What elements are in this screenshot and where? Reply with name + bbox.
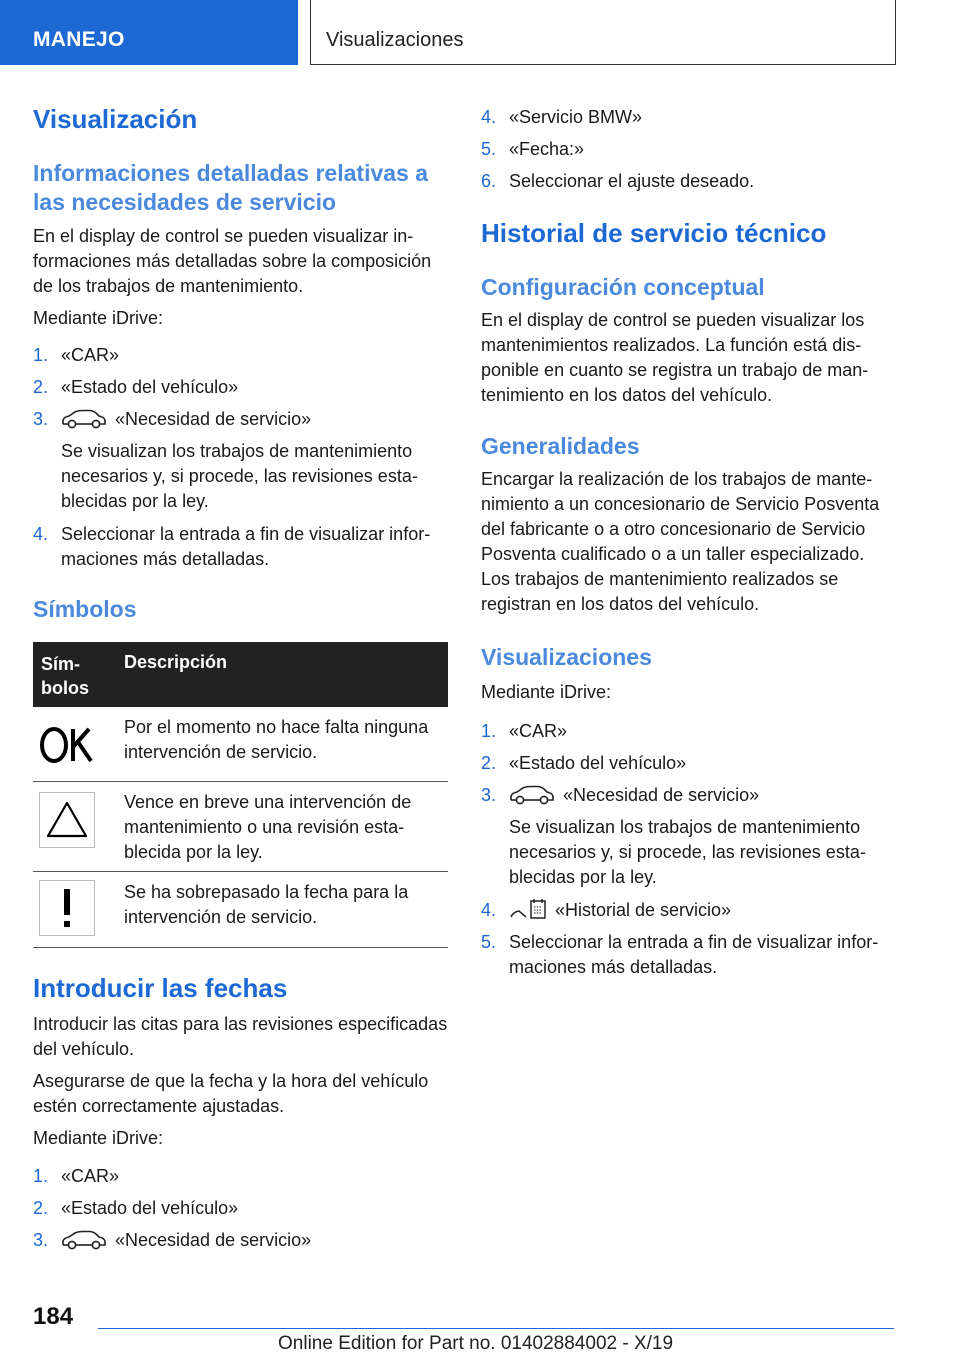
car-service-icon <box>61 409 107 429</box>
heading-historial-servicio: Historial de servicio técnico <box>481 218 827 248</box>
generalidades-paragraph: Encargar la realización de los trabajos de mantenimiento a un concesionario de Servicio Posventa del fabricante o a otro concesionario de Servicio Posventa cualificado o a un taller especializado. Los trabajos de mantenimiento realizados se registran en los datos del vehículo. <box>481 469 880 614</box>
list-item-detail: Se visualizan los trabajos de mantenimiento necesarios y, si procede, las revisiones establecidas por la ley. <box>61 441 418 511</box>
heading-introducir-fechas: Introducir las fechas <box>33 973 288 1003</box>
mediante-idrive: Mediante iDrive: <box>33 308 164 328</box>
table-row: Por el momento no hace falta ninguna intervención de servicio. <box>33 707 448 782</box>
heading-visualizaciones: Visualizaciones <box>481 644 652 670</box>
heading-configuracion-conceptual: Configuración conceptual <box>481 274 765 300</box>
fechas-paragraph-1: Introducir las citas para las revisiones especificadas del vehículo. <box>33 1014 448 1059</box>
config-paragraph: En el display de control se pueden visualizar los mantenimientos realizados. La función está disponible en cuanto se registra un trabajo de mantenimiento en los datos del vehículo. <box>481 310 869 405</box>
chapter-title: Visualizaciones <box>326 29 464 51</box>
page-number: 184 <box>33 1303 74 1330</box>
heading-generalidades: Generalidades <box>481 433 640 459</box>
column-header-symbols: Símbolos <box>41 654 89 698</box>
table-row: Vence en breve una intervención de mantenimiento o una revisión establecida por la ley. <box>33 782 448 872</box>
section-title: MANEJO <box>33 28 125 51</box>
heading-simbolos: Símbolos <box>33 596 137 622</box>
heading-informaciones-detalladas: Informaciones detalladas relativas a las necesidades de servicio <box>33 160 429 215</box>
list-item-detail: Se visualizan los trabajos de mantenimiento necesarios y, si procede, las revisiones establecidas por la ley. <box>509 817 866 887</box>
car-service-icon <box>509 785 555 805</box>
footer-divider <box>98 1328 894 1329</box>
mediante-idrive-3: Mediante iDrive: <box>481 682 612 702</box>
fechas-paragraph-2: Asegurarse de que la fecha y la hora del vehículo estén correctamente ajustadas. <box>33 1071 429 1116</box>
mediante-idrive-2: Mediante iDrive: <box>33 1128 164 1148</box>
chapter-tab <box>310 0 896 65</box>
intro-paragraph: En el display de control se pueden visualizar informaciones más detalladas sobre la composición de los trabajos de mantenimiento. <box>33 226 432 296</box>
section-tab <box>0 0 298 65</box>
table-row: Se ha sobrepasado la fecha para la intervención de servicio. <box>33 872 448 948</box>
heading-visualizacion: Visualización <box>33 104 198 134</box>
exclamation-icon <box>39 880 95 936</box>
warning-triangle-icon <box>39 792 95 848</box>
service-history-icon <box>509 898 547 920</box>
car-service-icon <box>61 1230 107 1250</box>
ok-icon <box>39 725 95 765</box>
edition-footer: Online Edition for Part no. 01402884002 - X/19 <box>278 1333 674 1354</box>
column-header-description: Descripción <box>124 652 228 672</box>
symbols-table-header <box>33 642 448 707</box>
